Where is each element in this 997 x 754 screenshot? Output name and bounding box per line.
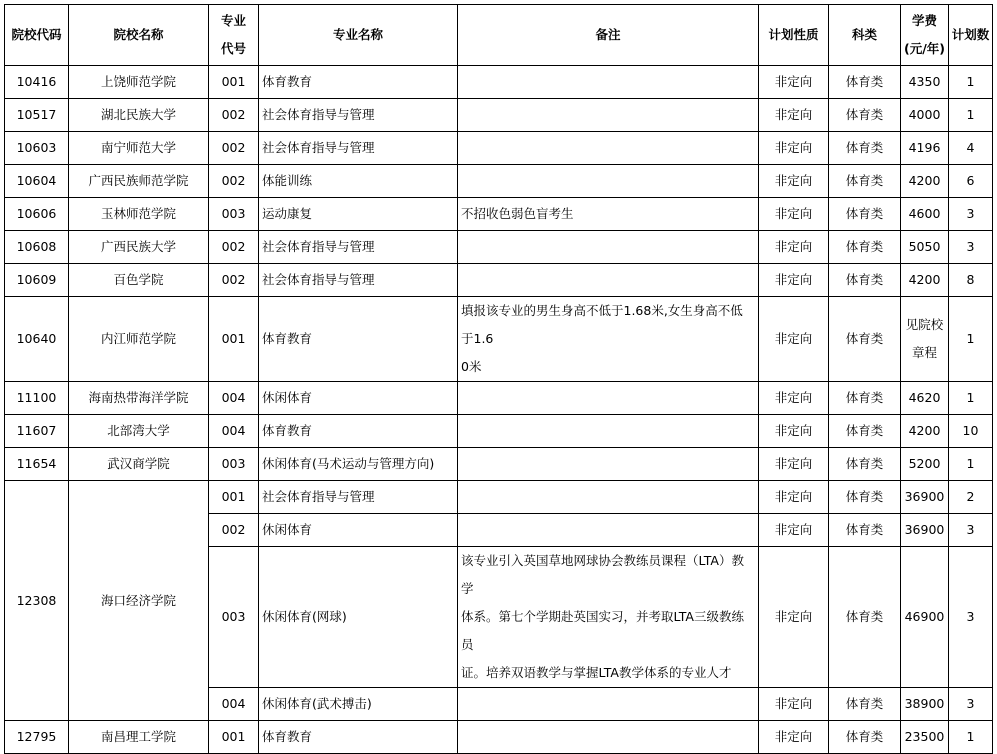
- cell-code: 10603: [5, 132, 69, 165]
- cell-major: 休闲体育(武术搏击): [259, 688, 458, 721]
- cell-major-code: 003: [209, 198, 259, 231]
- cell-nature: 非定向: [759, 264, 829, 297]
- cell-note: [458, 165, 759, 198]
- cell-major-code: 001: [209, 721, 259, 754]
- cell-note: [458, 688, 759, 721]
- cell-major: 休闲体育: [259, 514, 458, 547]
- table-row: [5, 415, 993, 448]
- cell-major: 体育教育: [259, 297, 458, 382]
- cell-major: 体育教育: [259, 415, 458, 448]
- cell-fee: 36900: [901, 514, 949, 547]
- cell-major: 社会体育指导与管理: [259, 231, 458, 264]
- cell-major: 体育教育: [259, 66, 458, 99]
- cell-count: 3: [949, 688, 993, 721]
- cell-category: 体育类: [829, 132, 901, 165]
- cell-nature: 非定向: [759, 382, 829, 415]
- cell-code: 11100: [5, 382, 69, 415]
- cell-count: 1: [949, 99, 993, 132]
- cell-note-line: 证。培养双语教学与掌握LTA教学体系的专业人才: [461, 665, 732, 680]
- cell-major-code: 001: [209, 481, 259, 514]
- cell-code: 10609: [5, 264, 69, 297]
- cell-note: [458, 264, 759, 297]
- cell-major: 休闲体育(网球): [259, 547, 458, 688]
- cell-fee-line: 见院校: [905, 317, 944, 332]
- table-row: [5, 66, 993, 99]
- cell-major: 体育教育: [259, 721, 458, 754]
- cell-note: [458, 382, 759, 415]
- cell-school: 海南热带海洋学院: [69, 382, 209, 415]
- cell-nature: 非定向: [759, 66, 829, 99]
- cell-category: 体育类: [829, 382, 901, 415]
- cell-nature: 非定向: [759, 547, 829, 688]
- cell-fee: 4000: [901, 99, 949, 132]
- table-row: [5, 382, 993, 415]
- cell-major-code: 002: [209, 132, 259, 165]
- table-row: [5, 264, 993, 297]
- header-major: 专业名称: [259, 5, 458, 66]
- cell-code: 12795: [5, 721, 69, 754]
- cell-fee: 4200: [901, 264, 949, 297]
- cell-code: 11654: [5, 448, 69, 481]
- cell-major-code: 002: [209, 99, 259, 132]
- cell-note: [458, 448, 759, 481]
- cell-fee: 4350: [901, 66, 949, 99]
- table-row: [5, 198, 993, 231]
- cell-code: 12308: [5, 481, 69, 721]
- header-fee: [901, 5, 949, 66]
- cell-category: 体育类: [829, 415, 901, 448]
- cell-code: 10416: [5, 66, 69, 99]
- cell-note: [458, 415, 759, 448]
- header-note: 备注: [458, 5, 759, 66]
- cell-nature: 非定向: [759, 198, 829, 231]
- cell-fee: 46900: [901, 547, 949, 688]
- cell-code: 10517: [5, 99, 69, 132]
- cell-fee: 5050: [901, 231, 949, 264]
- cell-nature: 非定向: [759, 721, 829, 754]
- cell-count: 8: [949, 264, 993, 297]
- cell-count: 1: [949, 66, 993, 99]
- cell-nature: 非定向: [759, 415, 829, 448]
- cell-major-code: 004: [209, 688, 259, 721]
- cell-note: [458, 514, 759, 547]
- cell-fee: [901, 297, 949, 382]
- cell-major: 休闲体育(马术运动与管理方向): [259, 448, 458, 481]
- cell-fee: 4620: [901, 382, 949, 415]
- cell-category: 体育类: [829, 448, 901, 481]
- cell-category: 体育类: [829, 297, 901, 382]
- table-row: [5, 481, 993, 514]
- cell-fee: 4196: [901, 132, 949, 165]
- cell-school: 内江师范学院: [69, 297, 209, 382]
- header-nature: 计划性质: [759, 5, 829, 66]
- cell-code: 10640: [5, 297, 69, 382]
- cell-school: 北部湾大学: [69, 415, 209, 448]
- table-row: [5, 99, 993, 132]
- cell-note: [458, 99, 759, 132]
- cell-school: 上饶师范学院: [69, 66, 209, 99]
- cell-count: 3: [949, 547, 993, 688]
- cell-note: [458, 721, 759, 754]
- cell-note: [458, 66, 759, 99]
- cell-nature: 非定向: [759, 99, 829, 132]
- table-row: [5, 448, 993, 481]
- cell-count: 1: [949, 382, 993, 415]
- header-category: 科类: [829, 5, 901, 66]
- cell-major: 社会体育指导与管理: [259, 99, 458, 132]
- cell-category: 体育类: [829, 264, 901, 297]
- cell-code: 11607: [5, 415, 69, 448]
- cell-category: 体育类: [829, 165, 901, 198]
- cell-major-code: 004: [209, 415, 259, 448]
- cell-major: 社会体育指导与管理: [259, 481, 458, 514]
- cell-count: 4: [949, 132, 993, 165]
- cell-category: 体育类: [829, 66, 901, 99]
- header-major-code-line1: 专业: [220, 13, 246, 28]
- header-school: 院校名称: [69, 5, 209, 66]
- cell-count: 2: [949, 481, 993, 514]
- cell-school: 海口经济学院: [69, 481, 209, 721]
- cell-major-code: 002: [209, 264, 259, 297]
- cell-nature: 非定向: [759, 231, 829, 264]
- cell-major-code: 001: [209, 297, 259, 382]
- cell-school: 南昌理工学院: [69, 721, 209, 754]
- cell-fee: 4200: [901, 165, 949, 198]
- cell-count: 3: [949, 231, 993, 264]
- cell-category: 体育类: [829, 514, 901, 547]
- cell-fee: 36900: [901, 481, 949, 514]
- cell-major: 体能训练: [259, 165, 458, 198]
- cell-count: 1: [949, 297, 993, 382]
- cell-nature: 非定向: [759, 297, 829, 382]
- cell-school: 百色学院: [69, 264, 209, 297]
- cell-category: 体育类: [829, 231, 901, 264]
- header-major-code-line2: 代号: [220, 41, 246, 56]
- cell-nature: 非定向: [759, 132, 829, 165]
- cell-fee: 23500: [901, 721, 949, 754]
- cell-category: 体育类: [829, 99, 901, 132]
- header-count: 计划数: [949, 5, 993, 66]
- cell-major-code: 003: [209, 547, 259, 688]
- cell-category: 体育类: [829, 688, 901, 721]
- cell-fee: 4200: [901, 415, 949, 448]
- cell-count: 3: [949, 198, 993, 231]
- cell-note: 不招收色弱色盲考生: [458, 198, 759, 231]
- header-fee-line2: (元/年): [904, 41, 945, 56]
- cell-major: 运动康复: [259, 198, 458, 231]
- table-row: [5, 297, 993, 382]
- cell-count: 10: [949, 415, 993, 448]
- cell-major-code: 001: [209, 66, 259, 99]
- cell-fee: 38900: [901, 688, 949, 721]
- cell-major-code: 003: [209, 448, 259, 481]
- cell-note: [458, 231, 759, 264]
- header-fee-line1: 学费: [911, 13, 937, 28]
- cell-major: 社会体育指导与管理: [259, 264, 458, 297]
- table-row: [5, 165, 993, 198]
- cell-count: 1: [949, 448, 993, 481]
- table-row: [5, 132, 993, 165]
- cell-category: 体育类: [829, 481, 901, 514]
- cell-school: 广西民族大学: [69, 231, 209, 264]
- cell-note: [458, 547, 759, 688]
- cell-code: 10604: [5, 165, 69, 198]
- cell-nature: 非定向: [759, 448, 829, 481]
- cell-major-code: 002: [209, 165, 259, 198]
- cell-fee: 4600: [901, 198, 949, 231]
- cell-major-code: 004: [209, 382, 259, 415]
- header-major-code: [209, 5, 259, 66]
- cell-fee: 5200: [901, 448, 949, 481]
- cell-count: 6: [949, 165, 993, 198]
- cell-category: 体育类: [829, 198, 901, 231]
- cell-major-code: 002: [209, 514, 259, 547]
- cell-major: 休闲体育: [259, 382, 458, 415]
- cell-nature: 非定向: [759, 165, 829, 198]
- cell-category: 体育类: [829, 547, 901, 688]
- cell-note-line: 体系。第七个学期赴英国实习，并考取LTA三级教练员: [461, 609, 744, 652]
- cell-school: 武汉商学院: [69, 448, 209, 481]
- header-row: [5, 5, 993, 66]
- cell-code: 10608: [5, 231, 69, 264]
- cell-nature: 非定向: [759, 514, 829, 547]
- cell-note: [458, 297, 759, 382]
- table-row: [5, 231, 993, 264]
- cell-category: 体育类: [829, 721, 901, 754]
- cell-major-code: 002: [209, 231, 259, 264]
- admission-plan-table: [4, 4, 993, 754]
- cell-note: [458, 132, 759, 165]
- cell-school: 南宁师范大学: [69, 132, 209, 165]
- table-row: [5, 721, 993, 754]
- cell-count: 1: [949, 721, 993, 754]
- cell-major: 社会体育指导与管理: [259, 132, 458, 165]
- cell-nature: 非定向: [759, 481, 829, 514]
- cell-note-line: 填报该专业的男生身高不低于1.68米,女生身高不低于1.6: [461, 303, 743, 346]
- cell-note-line: 该专业引入英国草地网球协会教练员课程（LTA）教学: [461, 553, 744, 596]
- cell-count: 3: [949, 514, 993, 547]
- cell-fee-line: 章程: [911, 345, 937, 360]
- header-code: 院校代码: [5, 5, 69, 66]
- cell-code: 10606: [5, 198, 69, 231]
- cell-school: 玉林师范学院: [69, 198, 209, 231]
- cell-school: 广西民族师范学院: [69, 165, 209, 198]
- cell-school: 湖北民族大学: [69, 99, 209, 132]
- cell-note-line: 0米: [461, 359, 482, 374]
- cell-nature: 非定向: [759, 688, 829, 721]
- cell-note: [458, 481, 759, 514]
